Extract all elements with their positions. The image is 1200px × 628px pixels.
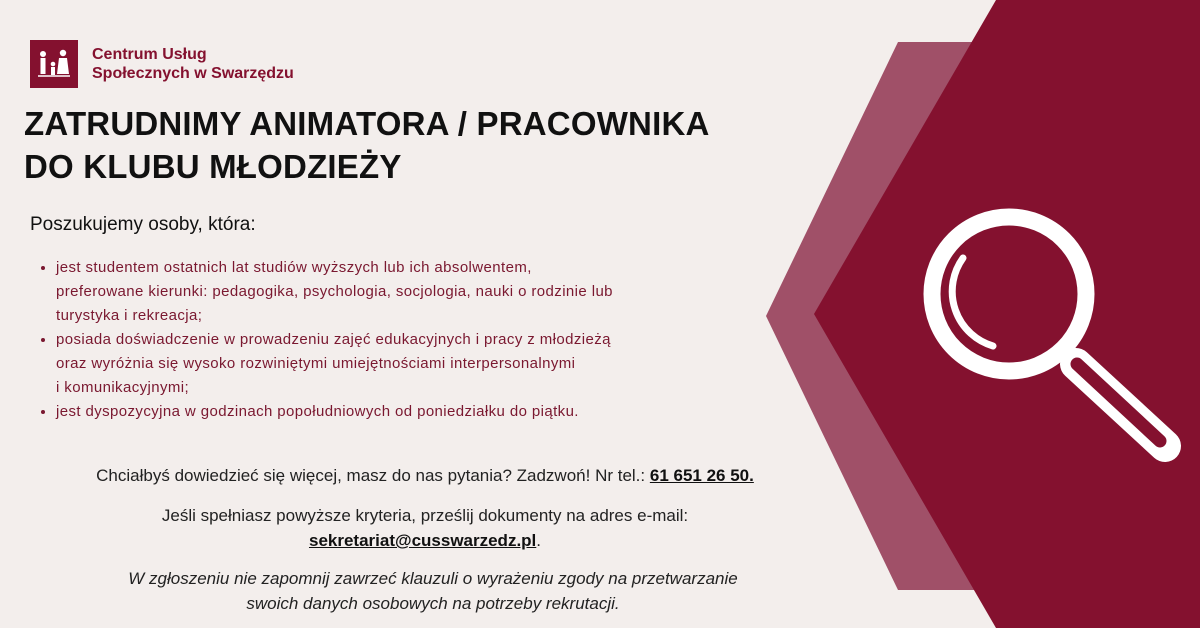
organization-logo — [30, 40, 294, 88]
requirements-list — [36, 256, 776, 424]
organization-name-line1: Centrum Usług — [92, 46, 207, 63]
list-item-line: i komunikacyjnymi; — [56, 379, 190, 396]
email-link[interactable]: sekretariat@cusswarzedz.pl — [308, 531, 537, 550]
organization-name-line2: Społecznych w Swarzędzu — [92, 65, 294, 82]
list-item-line: posiada doświadczenie w prowadzeniu zajęć edukacyjnych i pracy z młodzieżą — [56, 331, 611, 348]
list-item — [56, 256, 776, 328]
list-item-line: jest dyspozycyjna w godzinach popołudniowych od poniedziałku do piątku. — [56, 403, 579, 420]
phone-prompt: Chciałbyś dowiedzieć się więcej, masz do nas pytania? Zadzwoń! Nr tel.: — [96, 466, 650, 485]
email-prompt: Jeśli spełniasz powyższe kryteria, prześlij dokumenty na adres e-mail: — [161, 506, 689, 525]
page-title — [24, 102, 814, 188]
list-item-line: oraz wyróżnia się wysoko rozwiniętymi umiejętnościami interpersonalnymi — [56, 355, 576, 372]
email-contact — [0, 503, 850, 553]
page-title-line1: ZATRUDNIMY ANIMATORA / PRACOWNIKA — [24, 105, 710, 142]
consent-note-line2: swoich danych osobowych na potrzeby rekrutacji. — [246, 594, 620, 613]
list-item-line: turystyka i rekreacja; — [56, 307, 203, 324]
family-icon — [30, 40, 78, 88]
list-item-line: preferowane kierunki: pedagogika, psychologia, socjologia, nauki o rodzinie lub — [56, 283, 613, 300]
organization-name — [92, 45, 294, 83]
list-item-line: jest studentem ostatnich lat studiów wyższych lub ich absolwentem, — [56, 259, 532, 276]
consent-note — [0, 566, 866, 616]
phone-number-link[interactable]: 61 651 26 50. — [649, 466, 754, 485]
list-item — [56, 328, 776, 400]
page-title-line2: DO KLUBU MŁODZIEŻY — [24, 148, 402, 185]
list-item — [56, 400, 776, 424]
phone-contact — [0, 463, 850, 488]
consent-note-line1: W zgłoszeniu nie zapomnij zawrzeć klauzuli o wyrażeniu zgody na przetwarzanie — [128, 569, 738, 588]
email-suffix: . — [536, 531, 542, 550]
requirements-intro: Poszukujemy osoby, która: — [30, 214, 256, 235]
